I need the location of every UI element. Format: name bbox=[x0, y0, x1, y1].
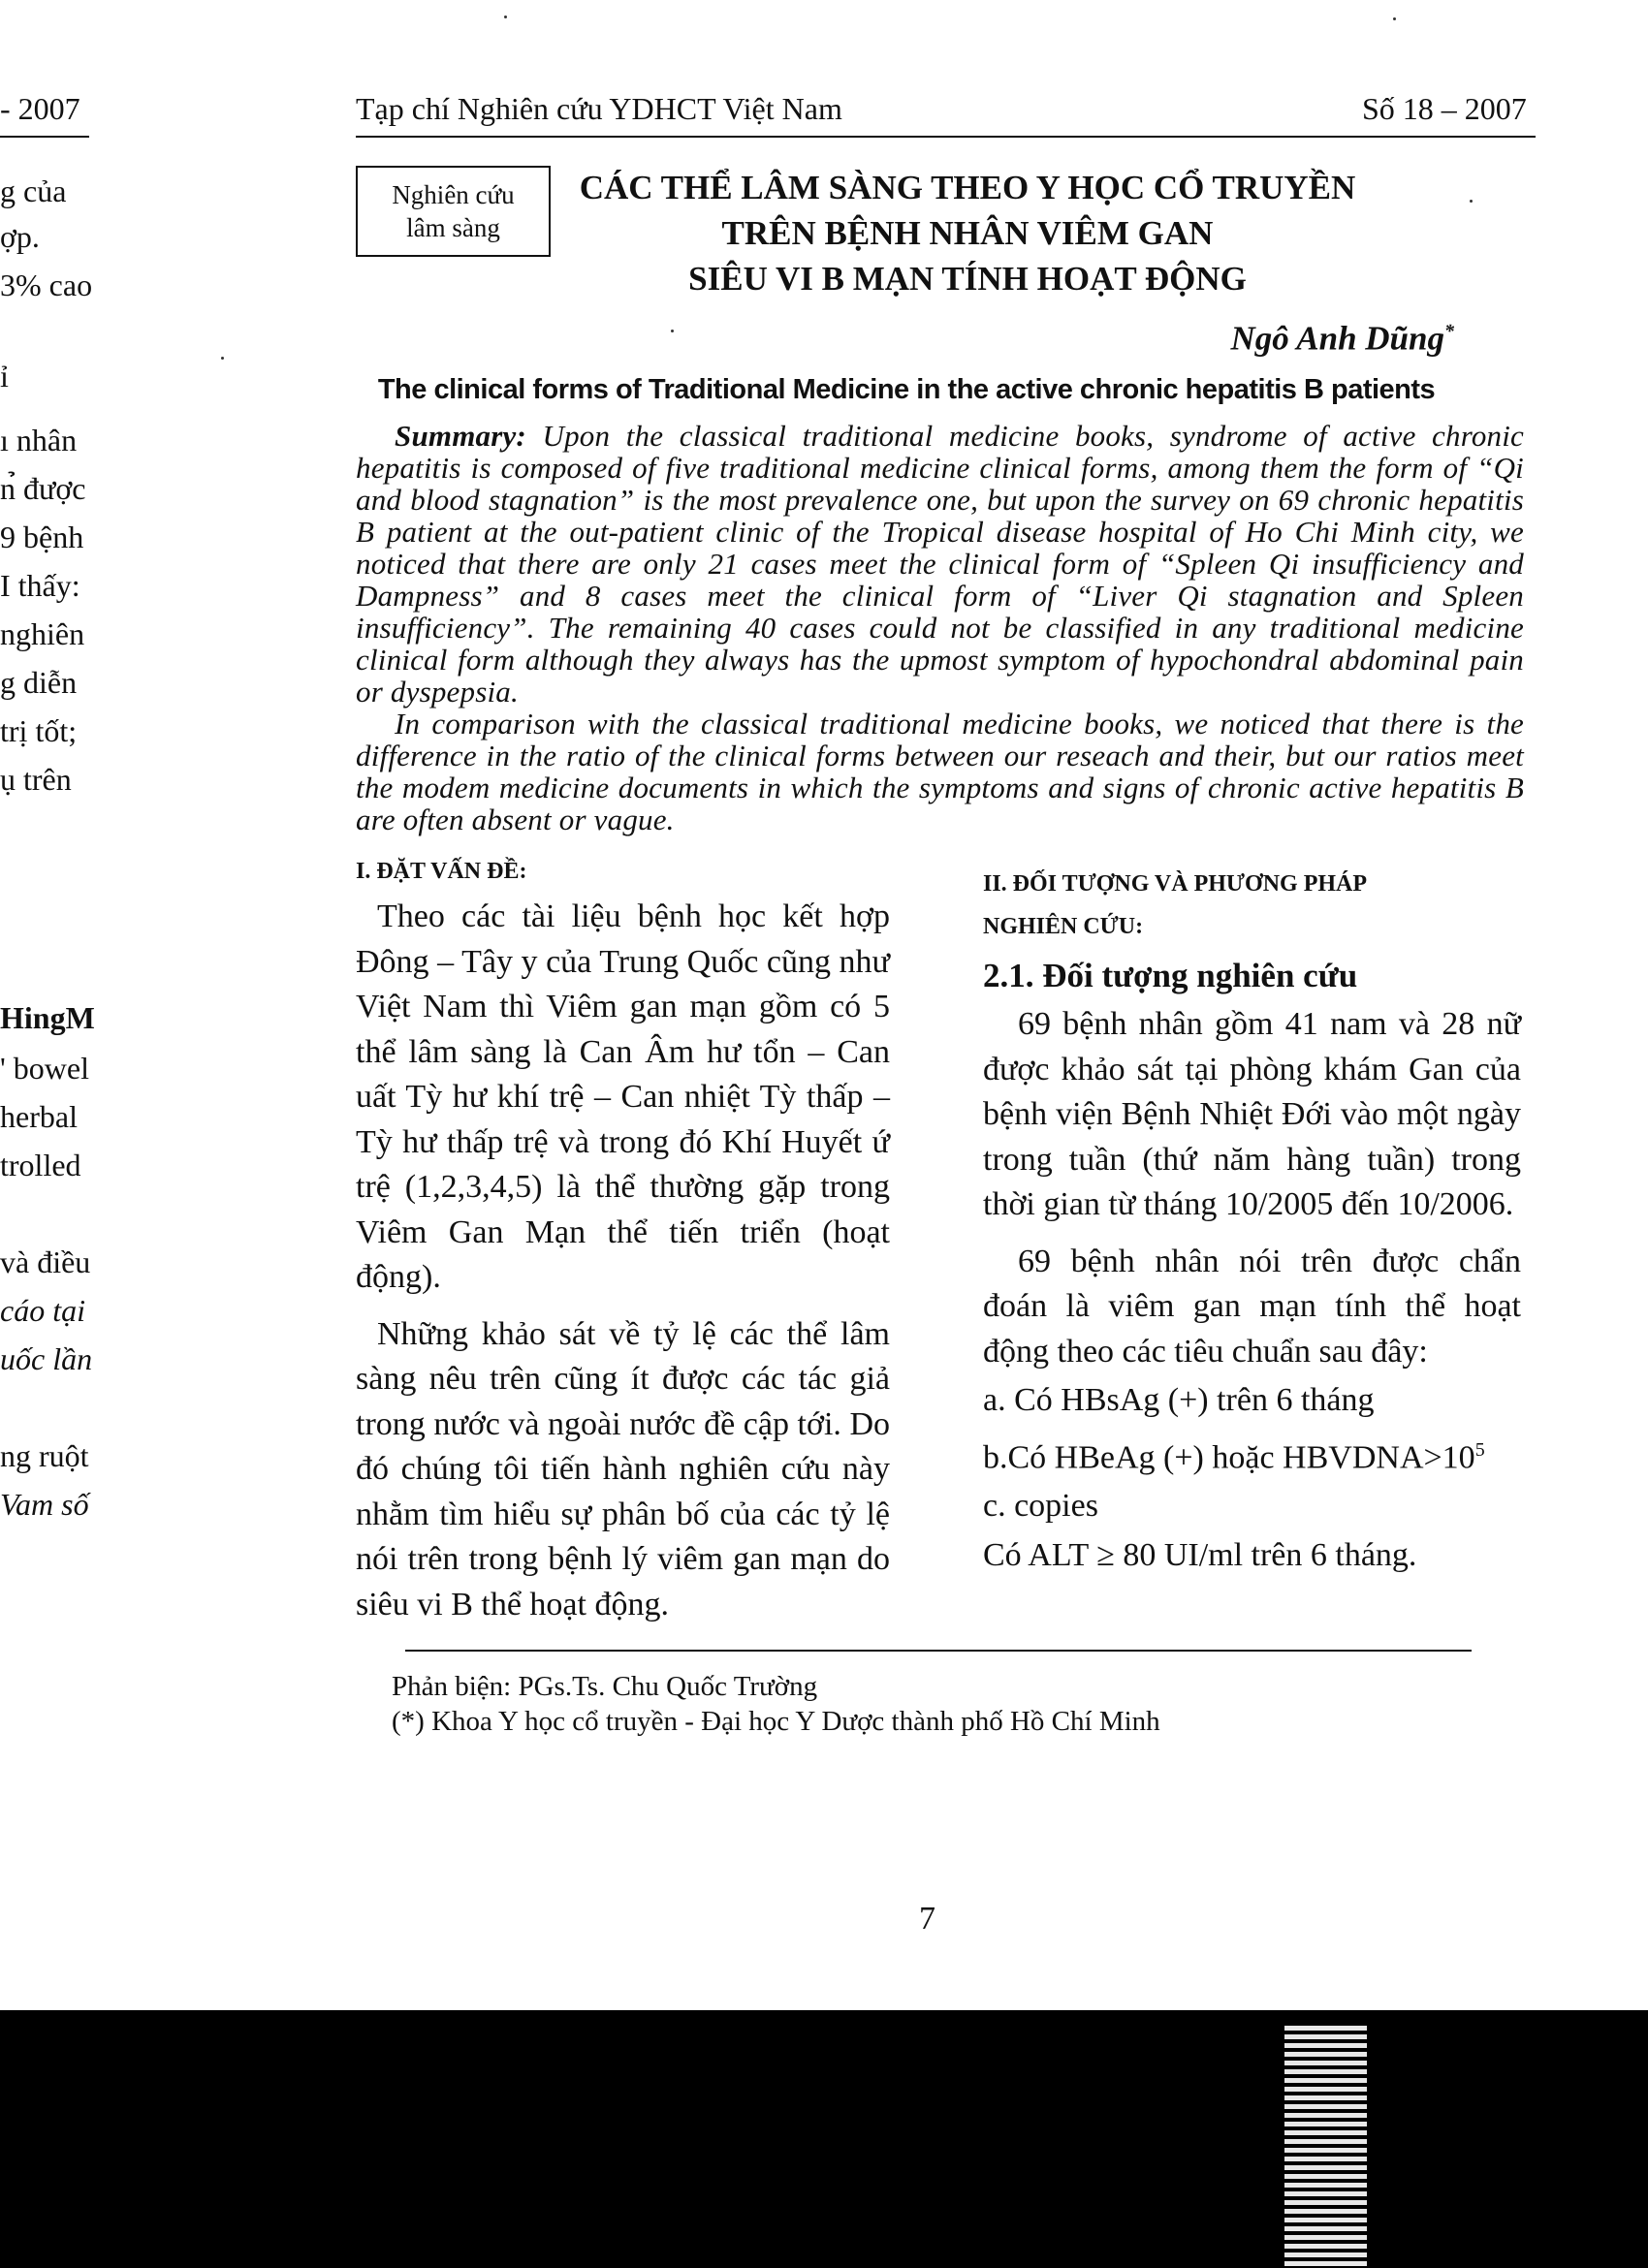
footnote-rule bbox=[405, 1650, 1472, 1652]
criterion-a: a. Có HBsAg (+) trên 6 tháng bbox=[983, 1382, 1375, 1418]
summary-label: Summary: bbox=[395, 419, 526, 453]
left-page-line: nghiên bbox=[0, 616, 85, 651]
column-right bbox=[983, 862, 1521, 1578]
summary-paragraph-1 bbox=[356, 420, 1524, 708]
scan-speck bbox=[221, 357, 224, 360]
english-title: The clinical forms of Traditional Medicine in the active chronic hepatitis B patients bbox=[377, 374, 1436, 405]
left-page-line: 9 bệnh bbox=[0, 520, 84, 554]
intro-paragraph-1: Theo các tài liệu bệnh học kết hợp Đông – Tây y của Trung Quốc cũng như Việt Nam thì Viêm gan mạn gồm có 5 thể lâm sàng là Can Âm hư tổn – Can uất Tỳ hư khí trệ – Can nhiệt Tỳ thấp – Tỳ hư thấp trệ và trong đó Khí Huyết ứ trệ (1,2,3,4,5) là thể thường gặp trong Viêm Gan Mạn thể tiến triển (hoạt động). bbox=[356, 898, 890, 1295]
author-mark: * bbox=[1444, 321, 1454, 342]
article-title-line3: SIÊU VI B MẠN TÍNH HOẠT ĐỘNG bbox=[688, 260, 1247, 298]
left-page-line: cáo tại bbox=[0, 1293, 85, 1328]
left-page-line: ỉ bbox=[0, 359, 9, 394]
summary-text-1: Upon the classical traditional medicine books, syndrome of active chronic hepatitis is composed of five traditional medicine clinical forms, among them the form of “Qi and blood stagnation” is the most prevalence one, but upon the survey on 69 chronic hepatitis B patient at the out-patient clinic of the Tropical disease hospital of Ho Chi Minh city, we noticed that there are only 21 cases meet the clinical form of “Spleen Qi insufficiency and Dampness” and 8 cases meet the clinical form of “Liver Qi stagnation and Spleen insufficiency”. The remaining 40 cases could not be classified in any traditional medicine clinical form although they always has the upmost symptom of hypochondral abdominal pain or dyspepsia. bbox=[356, 419, 1525, 709]
left-page-line: ng ruột bbox=[0, 1438, 89, 1473]
left-page-line: ợp. bbox=[0, 219, 40, 254]
subjects-paragraph-2: 69 bệnh nhân nói trên được chẩn đoán là viêm gan mạn tính thể hoạt động theo các tiêu chuẩn sau đây: bbox=[983, 1243, 1521, 1370]
section-type-line1: Nghiên cứu bbox=[392, 180, 515, 209]
left-page-line: và điều bbox=[0, 1244, 91, 1279]
summary bbox=[356, 420, 1524, 835]
criterion-c: c. copies bbox=[983, 1488, 1098, 1525]
footnote-affiliation: (*) Khoa Y học cổ truyền - Đại học Y Dược thành phố Hồ Chí Minh bbox=[392, 1706, 1160, 1737]
section-type-box bbox=[356, 166, 551, 257]
left-page-line: ụ trên bbox=[0, 762, 72, 797]
left-page-line: 3% cao bbox=[0, 268, 93, 302]
journal-header: Tạp chí Nghiên cứu YDHCT Việt Nam bbox=[356, 91, 842, 126]
left-page-line: I thấy: bbox=[0, 568, 80, 603]
subjects-paragraph-1: 69 bệnh nhân gồm 41 nam và 28 nữ được khảo sát tại phòng khám Gan của bệnh viện Bệnh Nhiệt Đới vào một ngày trong tuần (thứ năm hàng tuần) trong thời gian từ tháng 10/2005 đến 10/2006. bbox=[983, 1006, 1521, 1222]
criterion-b bbox=[983, 1428, 1521, 1481]
scan-speck bbox=[1393, 17, 1396, 20]
section-heading-1: I. ĐẶT VẤN ĐỀ: bbox=[356, 859, 527, 884]
article-title-line2: TRÊN BỆNH NHÂN VIÊM GAN bbox=[721, 214, 1214, 252]
left-page-line: trolled bbox=[0, 1148, 81, 1182]
section-heading-2-line2: NGHIÊN CỨU: bbox=[983, 914, 1144, 939]
left-page-line: Vam số bbox=[0, 1487, 89, 1522]
scan-speck bbox=[504, 16, 507, 18]
left-page-line: n̉ được bbox=[0, 471, 86, 506]
article-title-line1: CÁC THỂ LÂM SÀNG THEO Y HỌC CỔ TRUYỀN bbox=[579, 169, 1356, 206]
summary-paragraph-2: In comparison with the classical traditional medicine books, we noticed that there is the difference in the ratio of the clinical forms between our reseach and their, but our ratios meet the modem medicine documents in which the symptoms and signs of chronic active hepatitis B are often absent or vague. bbox=[356, 707, 1524, 836]
left-page-line: g diễn bbox=[0, 665, 78, 700]
section-type-line2: lâm sàng bbox=[406, 213, 500, 242]
column-left bbox=[356, 856, 890, 1627]
left-page-line: g của bbox=[0, 173, 67, 208]
scan-speck bbox=[1470, 200, 1473, 203]
left-page-line: ı nhân bbox=[0, 423, 78, 457]
left-page-line: herbal bbox=[0, 1099, 78, 1134]
article-title bbox=[560, 165, 1375, 301]
author bbox=[1231, 310, 1454, 361]
criterion-b-exponent: 5 bbox=[1474, 1438, 1485, 1461]
criterion-b-text: b.Có HBeAg (+) hoặc HBVDNA>10 bbox=[983, 1438, 1475, 1475]
subsection-heading: 2.1. Đối tượng nghiên cứu bbox=[983, 957, 1358, 994]
left-page-header: - 2007 bbox=[0, 91, 80, 126]
criterion-d: Có ALT ≥ 80 UI/ml trên 6 tháng. bbox=[983, 1536, 1417, 1573]
issue-header: Số 18 – 2007 bbox=[1362, 91, 1527, 126]
left-page-line: trị tốt; bbox=[0, 713, 78, 748]
scan-speck bbox=[671, 330, 674, 332]
footnote-reviewer: Phản biện: PGs.Ts. Chu Quốc Trường bbox=[392, 1671, 818, 1702]
intro-paragraph-2: Những khảo sát về tỷ lệ các thể lâm sàng nêu trên cũng ít được các tác giả trong nước và ngoài nước đề cập tới. Do đó chúng tôi tiến hành nghiên cứu này nhằm tìm hiểu sự phân bố của các tỷ lệ nói trên trong bệnh lý viêm gan mạn do siêu vi B thể hoạt động. bbox=[356, 1315, 890, 1622]
left-page-line: ' bowel bbox=[0, 1051, 89, 1086]
scan-stripes bbox=[1284, 2026, 1367, 2268]
author-name: Ngô Anh Dũng bbox=[1230, 319, 1444, 358]
section-heading-2-line1: II. ĐỐI TƯỢNG VÀ PHƯƠNG PHÁP bbox=[983, 871, 1368, 897]
left-header-rule bbox=[0, 136, 89, 138]
left-page-line: uốc lần bbox=[0, 1341, 93, 1376]
page-number: 7 bbox=[919, 1901, 935, 1937]
header-rule bbox=[356, 136, 1536, 138]
left-page-line: HingM bbox=[0, 1000, 95, 1035]
scan-border bbox=[0, 2010, 1648, 2268]
